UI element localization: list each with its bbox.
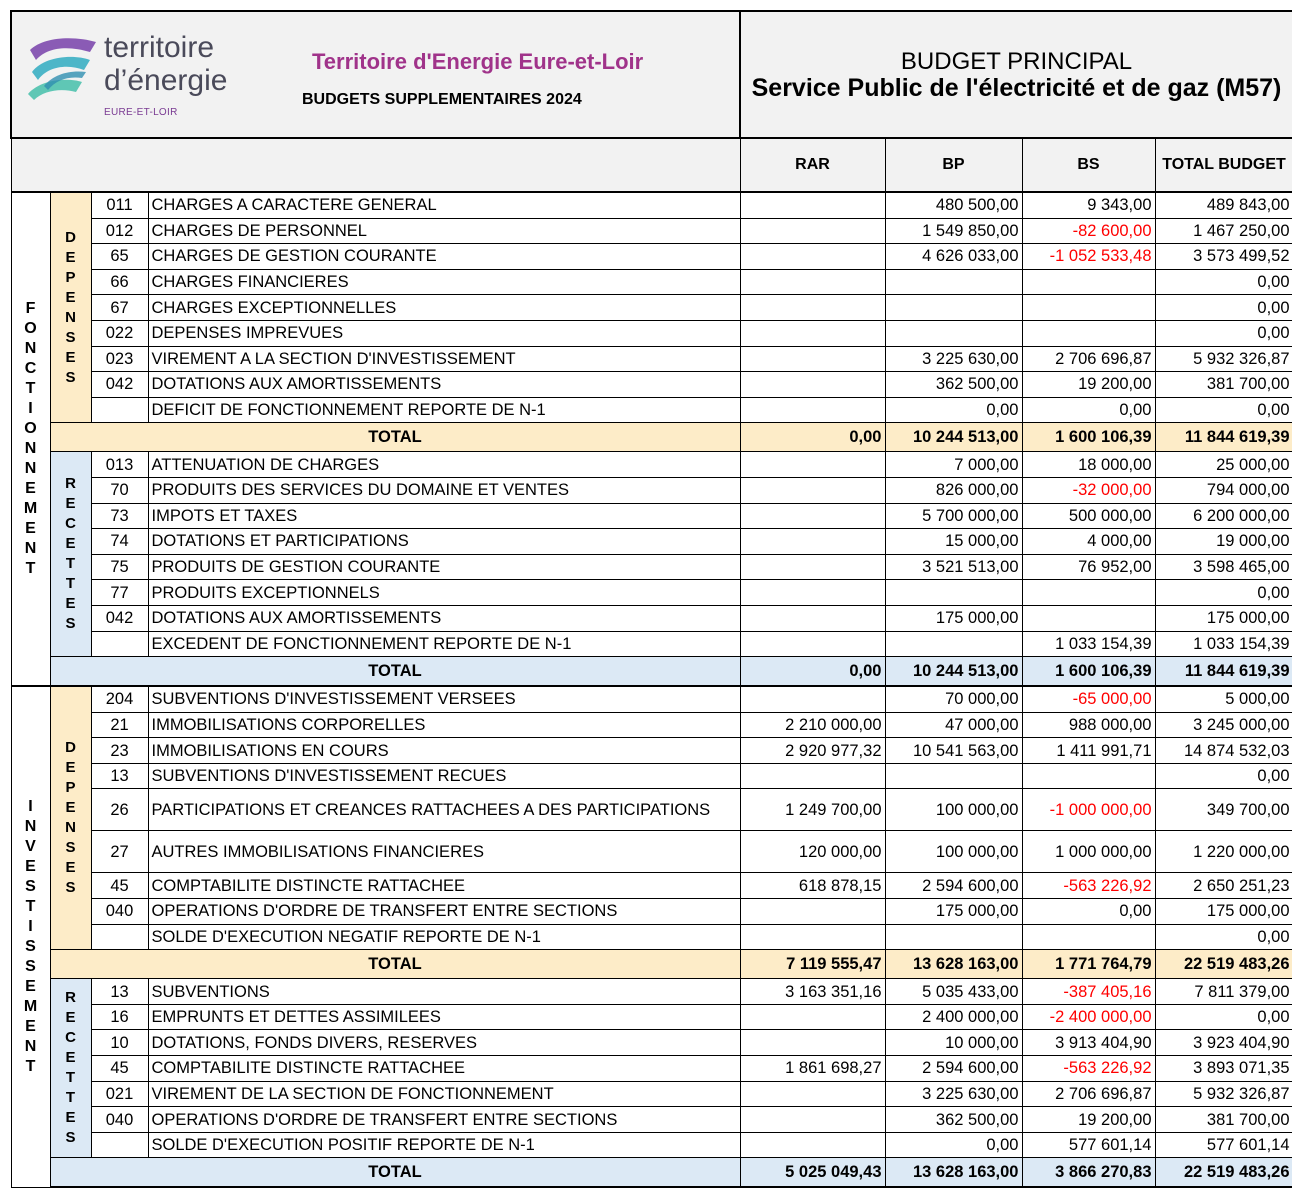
row-total: 3 245 000,00 <box>1155 712 1292 738</box>
row-total: 0,00 <box>1155 295 1292 321</box>
row-code: 204 <box>91 686 148 712</box>
row-bp: 4 626 033,00 <box>885 244 1022 270</box>
row-label: DOTATIONS AUX AMORTISSEMENTS <box>148 605 740 631</box>
row-label: SUBVENTIONS D'INVESTISSEMENT VERSEES <box>148 686 740 712</box>
row-label: CHARGES FINANCIERES <box>148 269 740 295</box>
row-label: IMMOBILISATIONS CORPORELLES <box>148 712 740 738</box>
row-rar: 120 000,00 <box>740 831 885 873</box>
row-total: 0,00 <box>1155 763 1292 789</box>
row-label: SOLDE D'EXECUTION NEGATIF REPORTE DE N-1 <box>148 924 740 950</box>
row-bp <box>885 295 1022 321</box>
budget-name: BUDGET PRINCIPAL <box>900 47 1133 75</box>
total-label: TOTAL <box>50 1158 740 1188</box>
row-code <box>91 924 148 950</box>
row-rar <box>740 899 885 925</box>
row-rar <box>740 924 885 950</box>
table-row <box>11 899 1292 925</box>
row-code: 10 <box>91 1030 148 1056</box>
row-rar <box>740 503 885 529</box>
row-bs: -563 226,92 <box>1022 873 1155 899</box>
total-bs: 1 771 764,79 <box>1022 950 1155 979</box>
row-rar: 618 878,15 <box>740 873 885 899</box>
row-code: 73 <box>91 503 148 529</box>
row-rar <box>740 1030 885 1056</box>
row-code: 66 <box>91 269 148 295</box>
row-bs: -387 405,16 <box>1022 979 1155 1005</box>
row-rar <box>740 192 885 218</box>
row-code: 040 <box>91 899 148 925</box>
table-row <box>11 631 1292 657</box>
row-rar: 3 163 351,16 <box>740 979 885 1005</box>
row-total: 0,00 <box>1155 580 1292 606</box>
row-bp: 0,00 <box>885 397 1022 423</box>
row-bs: 19 200,00 <box>1022 1107 1155 1133</box>
row-bs: 2 706 696,87 <box>1022 346 1155 372</box>
row-bs: 3 913 404,90 <box>1022 1030 1155 1056</box>
row-total: 14 874 532,03 <box>1155 738 1292 764</box>
row-rar: 1 249 700,00 <box>740 789 885 831</box>
row-bp: 175 000,00 <box>885 605 1022 631</box>
row-label: PRODUITS DE GESTION COURANTE <box>148 554 740 580</box>
row-bp: 480 500,00 <box>885 192 1022 218</box>
row-total: 0,00 <box>1155 924 1292 950</box>
table-row <box>11 269 1292 295</box>
row-bs: -1 052 533,48 <box>1022 244 1155 270</box>
row-label: DOTATIONS ET PARTICIPATIONS <box>148 529 740 555</box>
row-total: 3 923 404,90 <box>1155 1030 1292 1056</box>
table-row <box>11 1030 1292 1056</box>
total-rar: 7 119 555,47 <box>740 950 885 979</box>
table-row <box>11 580 1292 606</box>
row-bp: 2 594 600,00 <box>885 873 1022 899</box>
row-bp: 15 000,00 <box>885 529 1022 555</box>
table-row <box>11 372 1292 398</box>
table-row <box>11 554 1292 580</box>
total-bp: 13 628 163,00 <box>885 950 1022 979</box>
row-total: 0,00 <box>1155 397 1292 423</box>
row-bs: -32 000,00 <box>1022 477 1155 503</box>
row-bp: 70 000,00 <box>885 686 1022 712</box>
row-total: 6 200 000,00 <box>1155 503 1292 529</box>
table-row <box>11 979 1292 1005</box>
row-code <box>91 397 148 423</box>
row-bs: 0,00 <box>1022 899 1155 925</box>
row-bs: 1 000 000,00 <box>1022 831 1155 873</box>
row-total: 349 700,00 <box>1155 789 1292 831</box>
row-bs <box>1022 605 1155 631</box>
table-row <box>11 320 1292 346</box>
logo-text-line1: territoire <box>104 31 215 64</box>
row-total: 0,00 <box>1155 269 1292 295</box>
row-bp <box>885 320 1022 346</box>
total-label: TOTAL <box>50 657 740 687</box>
row-code: 013 <box>91 452 148 478</box>
row-rar <box>740 397 885 423</box>
row-total: 381 700,00 <box>1155 372 1292 398</box>
row-bp <box>885 924 1022 950</box>
table-row <box>11 738 1292 764</box>
row-bp: 1 549 850,00 <box>885 218 1022 244</box>
row-bs: 988 000,00 <box>1022 712 1155 738</box>
row-bs: 4 000,00 <box>1022 529 1155 555</box>
table-row <box>11 763 1292 789</box>
row-label: IMMOBILISATIONS EN COURS <box>148 738 740 764</box>
row-total: 19 000,00 <box>1155 529 1292 555</box>
table-row <box>11 346 1292 372</box>
section-investissement: I N V E S T I S S E M E N T <box>11 686 50 1187</box>
row-bp: 47 000,00 <box>885 712 1022 738</box>
row-code <box>91 1132 148 1158</box>
row-bp <box>885 763 1022 789</box>
row-bp: 5 700 000,00 <box>885 503 1022 529</box>
total-total: 22 519 483,26 <box>1155 950 1292 979</box>
row-bs: -563 226,92 <box>1022 1056 1155 1082</box>
row-label: COMPTABILITE DISTINCTE RATTACHEE <box>148 1056 740 1082</box>
row-code: 75 <box>91 554 148 580</box>
row-code: 45 <box>91 873 148 899</box>
row-bs: -65 000,00 <box>1022 686 1155 712</box>
row-rar <box>740 1081 885 1107</box>
table-row <box>11 477 1292 503</box>
table-row <box>11 218 1292 244</box>
row-bp: 100 000,00 <box>885 789 1022 831</box>
column-header-bs: BS <box>1022 138 1155 192</box>
subsection-recettes: R E C E T T E S <box>50 979 91 1158</box>
row-total: 794 000,00 <box>1155 477 1292 503</box>
table-row <box>11 529 1292 555</box>
row-code: 16 <box>91 1004 148 1030</box>
total-label: TOTAL <box>50 950 740 979</box>
total-bs: 1 600 106,39 <box>1022 423 1155 452</box>
column-header-bp: BP <box>885 138 1022 192</box>
table-row <box>11 452 1292 478</box>
table-row <box>11 1081 1292 1107</box>
row-code: 042 <box>91 605 148 631</box>
row-code: 27 <box>91 831 148 873</box>
row-bp: 175 000,00 <box>885 899 1022 925</box>
row-label: DOTATIONS AUX AMORTISSEMENTS <box>148 372 740 398</box>
row-label: SUBVENTIONS D'INVESTISSEMENT RECUES <box>148 763 740 789</box>
total-total: 11 844 619,39 <box>1155 423 1292 452</box>
row-code: 65 <box>91 244 148 270</box>
table-row <box>11 605 1292 631</box>
subsection-depenses: D E P E N S E S <box>50 686 91 950</box>
row-label: VIREMENT A LA SECTION D'INVESTISSEMENT <box>148 346 740 372</box>
table-row <box>11 244 1292 270</box>
row-rar: 2 210 000,00 <box>740 712 885 738</box>
row-label: DEPENSES IMPREVUES <box>148 320 740 346</box>
row-total: 3 598 465,00 <box>1155 554 1292 580</box>
table-row <box>11 1107 1292 1133</box>
total-rar: 0,00 <box>740 657 885 687</box>
row-rar <box>740 295 885 321</box>
row-total: 489 843,00 <box>1155 192 1292 218</box>
row-bs <box>1022 924 1155 950</box>
total-label: TOTAL <box>50 423 740 452</box>
table-row <box>11 295 1292 321</box>
row-rar <box>740 218 885 244</box>
row-rar <box>740 320 885 346</box>
row-total: 7 811 379,00 <box>1155 979 1292 1005</box>
row-total: 5 000,00 <box>1155 686 1292 712</box>
row-label: OPERATIONS D'ORDRE DE TRANSFERT ENTRE SECTIONS <box>148 899 740 925</box>
logo-text-line2: d’énergie <box>104 64 228 97</box>
row-rar <box>740 1107 885 1133</box>
logo-text-line3: EURE-ET-LOIR <box>104 107 178 118</box>
row-total: 2 650 251,23 <box>1155 873 1292 899</box>
table-row <box>11 1056 1292 1082</box>
budget-subtitle: Service Public de l'électricité et de gaz (M57) <box>751 73 1282 102</box>
row-code: 45 <box>91 1056 148 1082</box>
row-total: 577 601,14 <box>1155 1132 1292 1158</box>
row-rar <box>740 244 885 270</box>
row-label: DEFICIT DE FONCTIONNEMENT REPORTE DE N-1 <box>148 397 740 423</box>
row-rar <box>740 477 885 503</box>
row-label: SUBVENTIONS <box>148 979 740 1005</box>
row-bs <box>1022 295 1155 321</box>
row-label: EXCEDENT DE FONCTIONNEMENT REPORTE DE N-1 <box>148 631 740 657</box>
row-bs: 18 000,00 <box>1022 452 1155 478</box>
row-label: IMPOTS ET TAXES <box>148 503 740 529</box>
territoire-energie-logo-icon <box>24 34 100 104</box>
row-total: 25 000,00 <box>1155 452 1292 478</box>
row-bp <box>885 269 1022 295</box>
row-label: EMPRUNTS ET DETTES ASSIMILEES <box>148 1004 740 1030</box>
row-code: 042 <box>91 372 148 398</box>
row-code: 023 <box>91 346 148 372</box>
row-code: 011 <box>91 192 148 218</box>
row-code: 13 <box>91 763 148 789</box>
row-total: 5 932 326,87 <box>1155 1081 1292 1107</box>
column-header-blank <box>11 138 740 192</box>
row-label: OPERATIONS D'ORDRE DE TRANSFERT ENTRE SECTIONS <box>148 1107 740 1133</box>
row-bs: -2 400 000,00 <box>1022 1004 1155 1030</box>
column-header-rar: RAR <box>740 138 885 192</box>
row-code: 74 <box>91 529 148 555</box>
row-total: 0,00 <box>1155 1004 1292 1030</box>
row-code: 77 <box>91 580 148 606</box>
total-rar: 5 025 049,43 <box>740 1158 885 1188</box>
row-bp: 5 035 433,00 <box>885 979 1022 1005</box>
row-bs: 500 000,00 <box>1022 503 1155 529</box>
table-row <box>11 397 1292 423</box>
table-row <box>11 1004 1292 1030</box>
row-bp: 826 000,00 <box>885 477 1022 503</box>
row-total: 1 033 154,39 <box>1155 631 1292 657</box>
row-rar <box>740 529 885 555</box>
row-rar: 1 861 698,27 <box>740 1056 885 1082</box>
table-row <box>11 686 1292 712</box>
row-total: 175 000,00 <box>1155 899 1292 925</box>
row-bp: 2 594 600,00 <box>885 1056 1022 1082</box>
row-code: 70 <box>91 477 148 503</box>
row-bs: 577 601,14 <box>1022 1132 1155 1158</box>
total-row <box>11 657 1292 687</box>
table-row <box>11 831 1292 873</box>
row-rar <box>740 1132 885 1158</box>
row-rar <box>740 605 885 631</box>
row-total: 175 000,00 <box>1155 605 1292 631</box>
column-header-total: TOTAL BUDGET <box>1155 138 1292 192</box>
total-row <box>11 1158 1292 1188</box>
row-bs: -1 000 000,00 <box>1022 789 1155 831</box>
row-bs <box>1022 580 1155 606</box>
row-bp: 362 500,00 <box>885 372 1022 398</box>
row-bs: 2 706 696,87 <box>1022 1081 1155 1107</box>
total-row <box>11 950 1292 979</box>
row-bs <box>1022 320 1155 346</box>
row-label: AUTRES IMMOBILISATIONS FINANCIERES <box>148 831 740 873</box>
row-bp: 3 521 513,00 <box>885 554 1022 580</box>
row-code: 67 <box>91 295 148 321</box>
header-right <box>740 11 1292 138</box>
row-label: CHARGES DE GESTION COURANTE <box>148 244 740 270</box>
total-bs: 1 600 106,39 <box>1022 657 1155 687</box>
row-label: CHARGES EXCEPTIONNELLES <box>148 295 740 321</box>
row-total: 3 893 071,35 <box>1155 1056 1292 1082</box>
row-bs: 19 200,00 <box>1022 372 1155 398</box>
row-bp: 10 541 563,00 <box>885 738 1022 764</box>
row-bp <box>885 631 1022 657</box>
total-bp: 10 244 513,00 <box>885 423 1022 452</box>
doc-title: BUDGETS SUPPLEMENTAIRES 2024 <box>302 91 582 108</box>
row-rar <box>740 1004 885 1030</box>
row-label: SOLDE D'EXECUTION POSITIF REPORTE DE N-1 <box>148 1132 740 1158</box>
row-code: 13 <box>91 979 148 1005</box>
row-label: PRODUITS EXCEPTIONNELS <box>148 580 740 606</box>
table-row <box>11 924 1292 950</box>
row-label: DOTATIONS, FONDS DIVERS, RESERVES <box>148 1030 740 1056</box>
row-bp: 0,00 <box>885 1132 1022 1158</box>
section-fonctionnement: F O N C T I O N N E M E N T <box>11 192 50 686</box>
total-total: 22 519 483,26 <box>1155 1158 1292 1188</box>
row-total: 1 220 000,00 <box>1155 831 1292 873</box>
row-label: VIREMENT DE LA SECTION DE FONCTIONNEMENT <box>148 1081 740 1107</box>
row-total: 0,00 <box>1155 320 1292 346</box>
row-code: 021 <box>91 1081 148 1107</box>
row-total: 1 467 250,00 <box>1155 218 1292 244</box>
total-rar: 0,00 <box>740 423 885 452</box>
row-bs: 0,00 <box>1022 397 1155 423</box>
row-rar <box>740 372 885 398</box>
row-rar <box>740 346 885 372</box>
org-name: Territoire d'Energie Eure-et-Loir <box>312 49 644 74</box>
row-rar <box>740 763 885 789</box>
row-rar <box>740 580 885 606</box>
total-bs: 3 866 270,83 <box>1022 1158 1155 1188</box>
row-rar <box>740 269 885 295</box>
row-bs: 76 952,00 <box>1022 554 1155 580</box>
row-total: 381 700,00 <box>1155 1107 1292 1133</box>
row-bs: 9 343,00 <box>1022 192 1155 218</box>
total-bp: 13 628 163,00 <box>885 1158 1022 1188</box>
total-bp: 10 244 513,00 <box>885 657 1022 687</box>
total-row <box>11 423 1292 452</box>
subsection-depenses: D E P E N S E S <box>50 192 91 423</box>
row-total: 3 573 499,52 <box>1155 244 1292 270</box>
row-rar <box>740 452 885 478</box>
row-bp <box>885 580 1022 606</box>
row-bp: 7 000,00 <box>885 452 1022 478</box>
row-bp: 100 000,00 <box>885 831 1022 873</box>
row-bp: 10 000,00 <box>885 1030 1022 1056</box>
budget-table <box>10 10 1292 1188</box>
row-bp: 3 225 630,00 <box>885 1081 1022 1107</box>
row-rar <box>740 554 885 580</box>
row-bs <box>1022 269 1155 295</box>
row-bs: -82 600,00 <box>1022 218 1155 244</box>
table-row <box>11 789 1292 831</box>
table-row <box>11 503 1292 529</box>
row-label: ATTENUATION DE CHARGES <box>148 452 740 478</box>
row-rar <box>740 631 885 657</box>
subsection-recettes: R E C E T T E S <box>50 452 91 657</box>
header-left <box>11 11 740 138</box>
row-label: PARTICIPATIONS ET CREANCES RATTACHEES A DES PARTICIPATIONS <box>148 789 740 831</box>
row-bp: 362 500,00 <box>885 1107 1022 1133</box>
row-code: 040 <box>91 1107 148 1133</box>
row-label: CHARGES A CARACTERE GENERAL <box>148 192 740 218</box>
row-label: PRODUITS DES SERVICES DU DOMAINE ET VENTES <box>148 477 740 503</box>
row-bs <box>1022 763 1155 789</box>
table-row <box>11 1132 1292 1158</box>
row-total: 5 932 326,87 <box>1155 346 1292 372</box>
row-bp: 3 225 630,00 <box>885 346 1022 372</box>
row-code: 022 <box>91 320 148 346</box>
table-row <box>11 192 1292 218</box>
row-code: 012 <box>91 218 148 244</box>
row-bs: 1 033 154,39 <box>1022 631 1155 657</box>
row-bp: 2 400 000,00 <box>885 1004 1022 1030</box>
row-code: 23 <box>91 738 148 764</box>
row-code <box>91 631 148 657</box>
table-row <box>11 873 1292 899</box>
row-rar <box>740 686 885 712</box>
row-label: COMPTABILITE DISTINCTE RATTACHEE <box>148 873 740 899</box>
row-code: 21 <box>91 712 148 738</box>
table-row <box>11 712 1292 738</box>
total-total: 11 844 619,39 <box>1155 657 1292 687</box>
row-label: CHARGES DE PERSONNEL <box>148 218 740 244</box>
row-rar: 2 920 977,32 <box>740 738 885 764</box>
row-bs: 1 411 991,71 <box>1022 738 1155 764</box>
row-code: 26 <box>91 789 148 831</box>
